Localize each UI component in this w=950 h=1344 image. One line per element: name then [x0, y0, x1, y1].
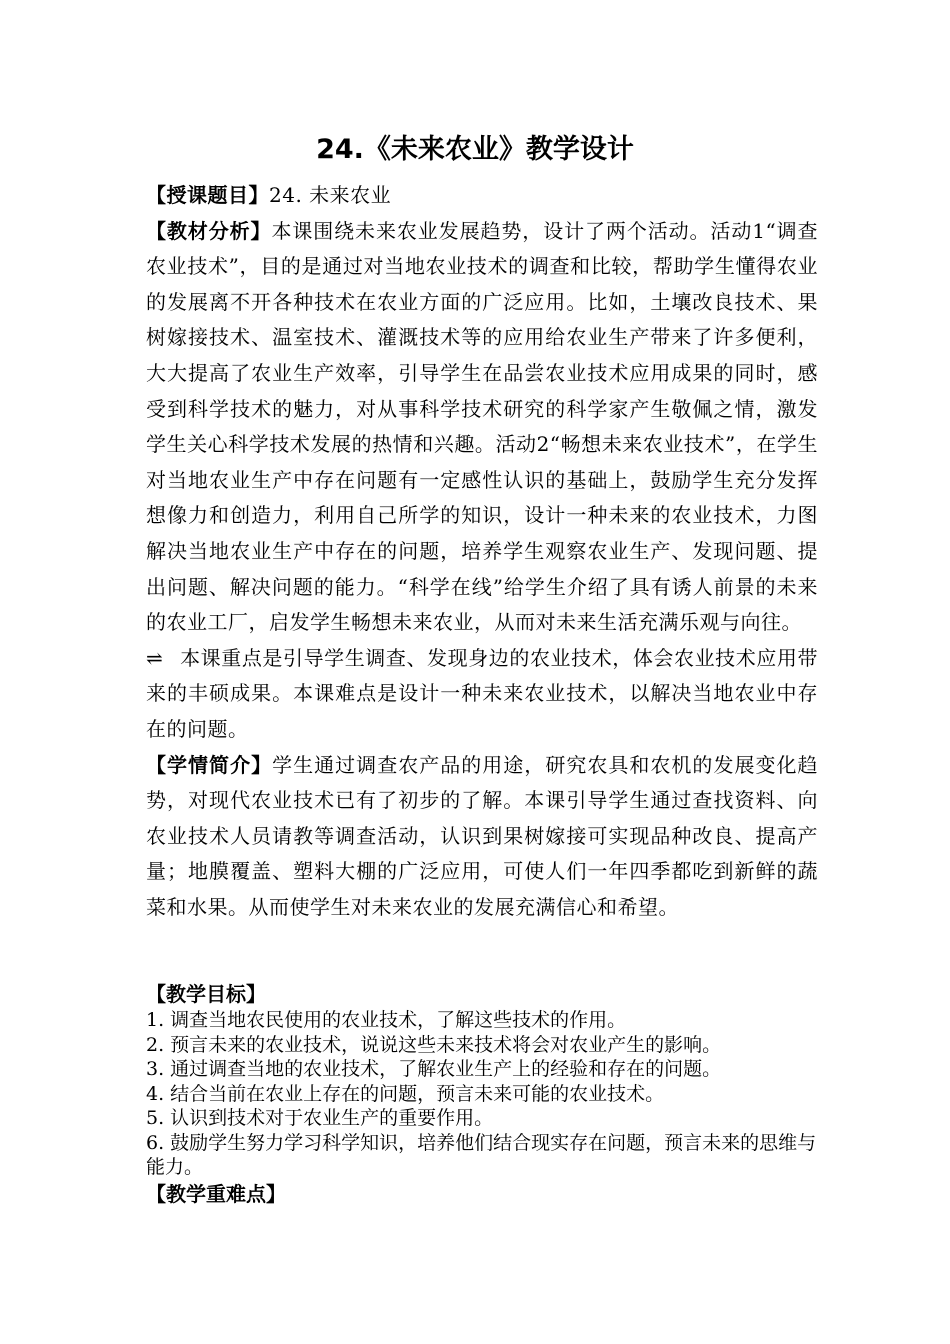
objective-item: 5. 认识到技术对于农业生产的重要作用。 [146, 1107, 494, 1129]
student-profile-paragraph [146, 748, 818, 926]
course-topic-value: 24. 未来农业 [269, 183, 392, 207]
material-analysis-text: 本课围绕未来农业发展趋势，设计了两个活动。活动1“调查农业技术”，目的是通过对当地农业技术的调查和比较，帮助学生懂得农业的发展离不开各种技术在农业方面的广泛应用。比如，土壤改良技术、果树嫁接技术、温室技术、灌溉技术等的应用给农业生产带来了许多便利，大大提高了农业生产效率，引导学生在品尝农业技术应用成果的同时，感受到科学技术的魅力，对从事科学技术研究的科学家产生敬佩之情，激发学生关心科学技术发展的热情和兴趣。活动2“畅想未来农业技术”，在学生对当地农业生产中存在问题有一定感性认识的基础上，鼓励学生充分发挥想像力和创造力，利用自己所学的知识，设计一种未来的农业技术，力图解决当地农业生产中存在的问题，培养学生观察农业生产、发现问题、提出问题、解决问题的能力。“科学在线”给学生介绍了具有诱人前景的未来的农业工厂，启发学生畅想未来农业，从而对未来生活充满乐观与向往。 [146, 218, 819, 635]
objective-item: 3. 通过调查当地的农业技术，了解农业生产上的经验和存在的问题。 [146, 1058, 722, 1080]
material-analysis-paragraph [146, 214, 818, 641]
objective-item: 1. 调查当地农民使用的农业技术，了解这些技术的作用。 [146, 1009, 627, 1031]
material-analysis-label: 【教材分析】 [146, 218, 272, 243]
objectives-section [146, 980, 818, 1208]
course-topic-paragraph [146, 178, 818, 214]
student-profile-label: 【学情简介】 [146, 752, 273, 777]
document-title: 24.《未来农业》教学设计 [316, 134, 634, 165]
objective-item: 2. 预言未来的农业技术，说说这些未来技术将会对农业产生的影响。 [146, 1033, 722, 1056]
course-topic-label: 【授课题目】 [146, 183, 269, 207]
key-points-text: 本课重点是引导学生调查、发现身边的农业技术，体会农业技术应用带来的丰硕成果。本课难点是设计一种未来农业技术，以解决当地农业中存在的问题。 [146, 645, 818, 741]
difficulties-heading: 【教学重难点】 [146, 1181, 286, 1206]
key-points-mark: ⇌ [146, 645, 164, 670]
student-profile-text: 学生通过调查农产品的用途，研究农具和农机的发展变化趋势，对现代农业技术已有了初步的了解。本课引导学生通过查找资料、向农业技术人员请教等调查活动，认识到果树嫁接可实现品种改良、提高产量；地膜覆盖、塑料大棚的广泛应用，可使人们一年四季都吃到新鲜的蔬菜和水果。从而使学生对未来农业的发展充满信心和希望。 [146, 752, 819, 919]
objective-item: 6. 鼓励学生努力学习科学知识，培养他们结合现实存在问题，预言未来的思维与能力。 [146, 1131, 817, 1178]
objective-item: 4. 结合当前在农业上存在的问题，预言未来可能的农业技术。 [146, 1082, 665, 1105]
document-body [146, 178, 818, 925]
objectives-heading: 【教学目标】 [146, 982, 266, 1006]
key-points-paragraph [146, 641, 818, 748]
